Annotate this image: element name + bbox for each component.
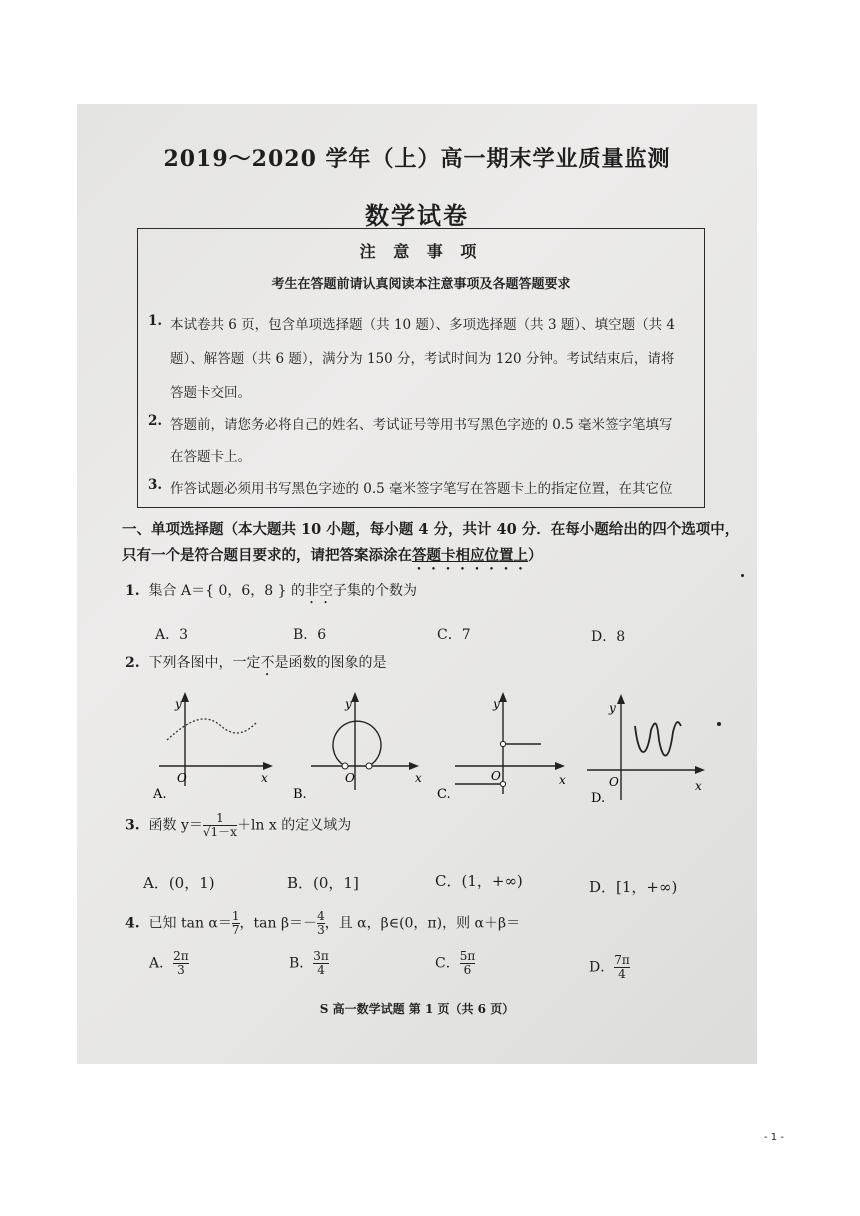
q1-option-c: C．7 (437, 627, 471, 643)
graph-d-label: D. (591, 791, 606, 804)
page-number: - 1 - (764, 1132, 784, 1143)
q1-option-d: D．8 (591, 629, 626, 645)
page-footer: S 高一数学试题 第 1 页（共 6 页） (319, 1002, 515, 1016)
graph-d-x-label: x (695, 779, 702, 793)
q4-option-d: D． $\frac{7\pi}{4}$ (589, 953, 630, 981)
exam-subtitle: 数学试卷 (365, 201, 469, 230)
graph-b-label: B. (293, 787, 307, 802)
question-2: 2. 下列各图中，一定不是函数的图象的是 (125, 655, 387, 671)
graph-c-label: C. (437, 787, 451, 802)
q4-fraction-1: $\frac{1}{7}$ (231, 909, 240, 937)
q4-option-c: C． $\frac{5\pi}{6}$ (435, 949, 476, 977)
q3-option-d: D．[1，+∞) (589, 878, 678, 896)
graph-b-origin: O (345, 771, 355, 785)
graph-c-x-label: x (559, 773, 566, 787)
scan-speck (717, 722, 721, 726)
notice-item-3-line-1: 作答试题必须用书写黑色字迹的 0.5 毫米签字笔写在答题卡上的指定位置，在其它位 (170, 481, 673, 497)
q3-option-b: B．(0，1] (287, 874, 359, 892)
graph-d-origin: O (609, 775, 619, 789)
question-4: 4. 已知 tan α＝ $\frac{1}{7}$ ，tan β＝－ $\frac{4}{3}$ ，且 α，β∈(0，π)，则 α＋β＝ (125, 909, 521, 937)
graph-a-origin: O (177, 771, 187, 785)
question-3: 3. 函数 y＝ $\frac{1}{√1-x}$ ＋ln x 的定义域为 (125, 811, 352, 839)
notice-intro: 考生在答题前请认真阅读本注意事项及各题答题要求 (271, 277, 571, 292)
notice-item-2-num: 2. (148, 413, 163, 429)
q4-option-a: A． $\frac{2\pi}{3}$ (149, 949, 189, 977)
graph-c-y-label: y (493, 697, 500, 711)
graph-c-origin: O (491, 769, 501, 783)
scanned-exam-photo (77, 104, 757, 1064)
graph-b (289, 690, 429, 802)
scan-speck (741, 574, 744, 577)
graph-a-label: A. (153, 787, 167, 802)
graph-a-y-label: y (175, 697, 182, 711)
graph-c (433, 690, 573, 802)
notice-item-1-line-3: 答题卡交回。 (170, 385, 251, 401)
q3-fraction: $\frac{1}{√1-x}$ (202, 811, 237, 839)
question-1: 1. 集合 A＝{ 0，6，8 } 的非空子集的个数为 (125, 583, 417, 599)
notice-item-2-line-2: 在答题卡上。 (170, 449, 251, 465)
q1-option-a: A．3 (155, 627, 189, 643)
notice-heading: 注 意 事 项 (359, 242, 483, 261)
section-heading-line-1: 一、单项选择题（本大题共 10 小题，每小题 4 分，共计 40 分．在每小题给出的四个选项中， (122, 521, 740, 538)
notice-box (137, 228, 705, 508)
graph-b-y-label: y (345, 697, 352, 711)
q4-fraction-2: $\frac{4}{3}$ (317, 909, 325, 937)
q3-option-c: C．(1，+∞) (435, 872, 523, 890)
exam-title: 2019～2020 学年（上）高一期末学业质量监测 (163, 146, 671, 172)
notice-item-2-line-1: 答题前，请您务必将自己的姓名、考试证号等用书写黑色字迹的 0.5 毫米签字笔填写 (170, 417, 673, 433)
graph-d-y-label: y (609, 701, 616, 715)
q4-option-b: B． $\frac{3\pi}{4}$ (289, 949, 329, 977)
notice-item-1-line-1: 本试卷共 6 页，包含单项选择题（共 10 题）、多项选择题（共 3 题）、填空题（共 4 (170, 317, 675, 333)
graph-b-x-label: x (415, 771, 422, 785)
notice-item-3-num: 3. (148, 477, 163, 493)
q1-option-b: B．6 (293, 627, 327, 643)
section-heading-line-2: 只有一个是符合题目要求的，请把答案添涂在答题卡相应位置上） (122, 547, 543, 564)
notice-item-1-num: 1. (148, 313, 163, 329)
graph-a-x-label: x (261, 771, 268, 785)
q3-option-a: A．(0，1) (143, 874, 215, 892)
graph-a (149, 690, 279, 802)
notice-item-1-line-2: 题）、解答题（共 6 题），满分为 150 分，考试时间为 120 分钟。考试结束后，请将 (170, 351, 675, 367)
graph-d (583, 690, 713, 804)
